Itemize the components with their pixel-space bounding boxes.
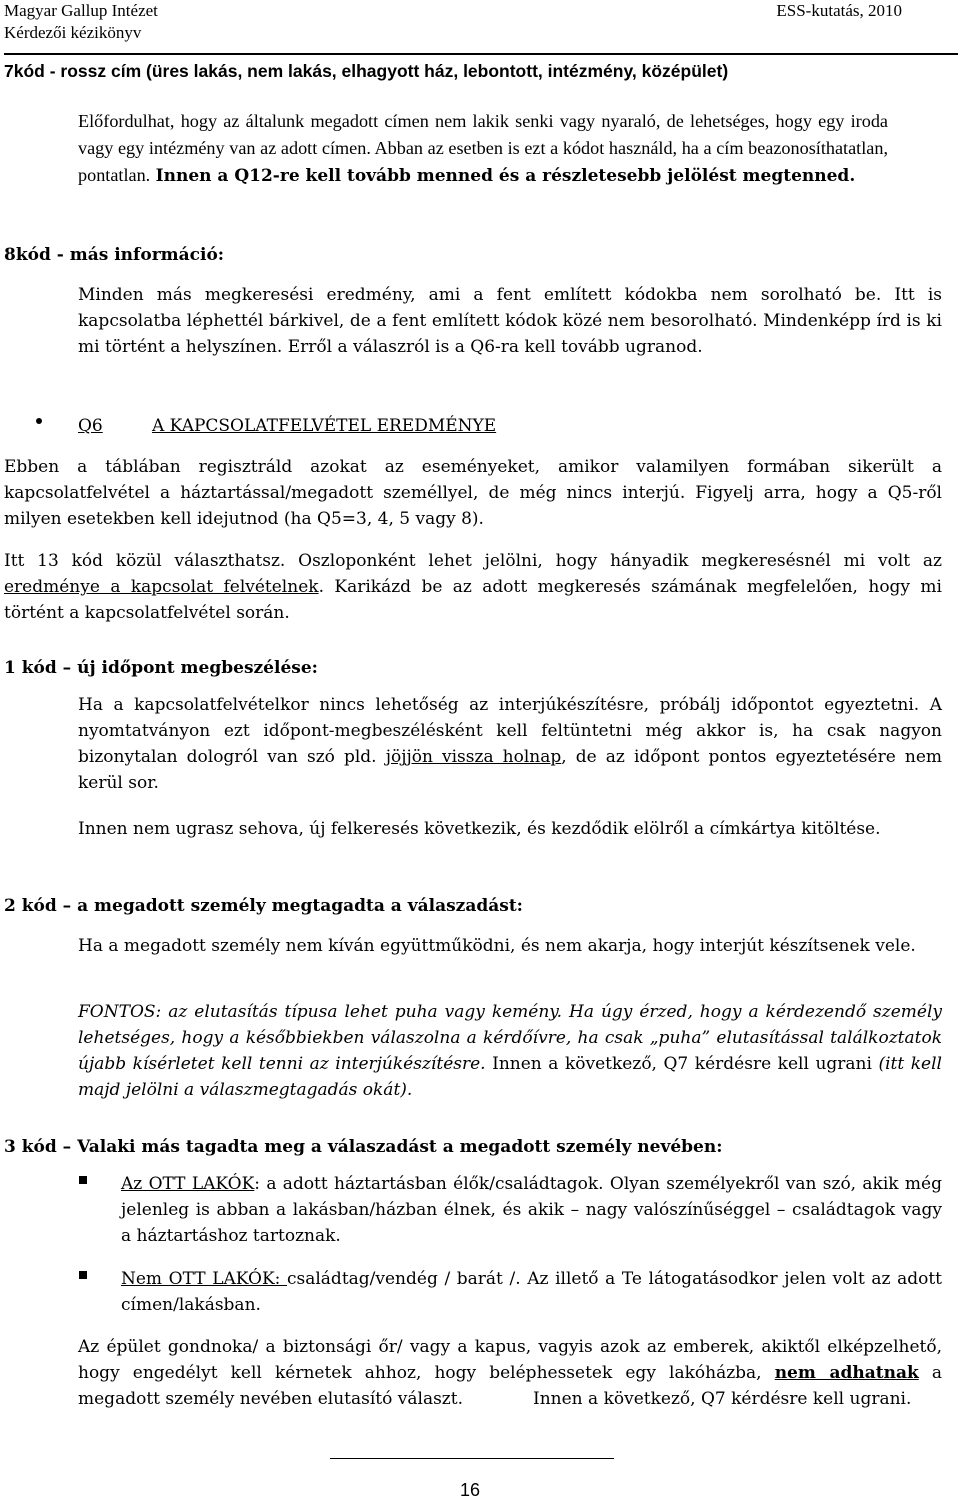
- code1-para2: Innen nem ugrasz sehova, új felkeresés következik, és kezdődik elölről a címkártya kitöltése.: [78, 819, 881, 839]
- header-rule: [4, 53, 958, 55]
- code3-item2: Nem OTT LAKÓK: családtag/vendég / barát /. Az illető a Te látogatásodkor jelen volt az adott címen/lakásban.: [121, 1269, 942, 1315]
- q6-title: A KAPCSOLATFELVÉTEL EREDMÉNYE: [152, 416, 497, 436]
- code7-text: [78, 108, 888, 189]
- bullet-dot: [36, 418, 42, 424]
- code3-title: 3 kód – Valaki más tagadta meg a válaszadást a megadott személy nevében:: [4, 1137, 723, 1157]
- page-header: [4, 0, 902, 44]
- code2-para1: Ha a megadott személy nem kíván együttműködni, és nem akarja, hogy interjút készítsenek vele.: [78, 936, 916, 956]
- code2-para2: FONTOS: az elutasítás típusa lehet puha vagy kemény. Ha úgy érzed, hogy a kérdezendő személy lehetséges, hogy a későbbiekben válaszolna a kérdőívre, ha csak „puha” elutasítással találkoztatok újabb kísérletet kell tenni az interjúkészítésre. Innen a következő, Q7 kérdésre kell ugrani (itt kell majd jelölni a válaszmegtagadás okát).: [78, 1002, 942, 1100]
- square-bullet-1: [79, 1176, 87, 1184]
- code1-title: 1 kód – új időpont megbeszélése:: [4, 658, 318, 678]
- code7-bold: Innen a Q12-re kell tovább menned és a részletesebb jelölést megtenned.: [155, 166, 856, 186]
- footer-rule: [330, 1458, 614, 1459]
- square-bullet-2: [79, 1271, 87, 1279]
- header-org: Magyar Gallup Intézet: [4, 1, 158, 20]
- q6-intro: Ebben a táblában regisztráld azokat az eseményeket, amikor valamilyen formában sikerült a kapcsolatfelvétel a háztartással/megadott személlyel, de még nincs interjú. Figyelj arra, hogy a Q5-ről milyen esetekben kell idejutnod (ha Q5=3, 4, 5 vagy 8).: [4, 457, 942, 529]
- code8-title: 8kód - más információ:: [4, 245, 225, 265]
- header-doc: Kérdezői kézikönyv: [4, 23, 142, 42]
- header-project: ESS-kutatás, 2010: [776, 1, 902, 20]
- q6-para2: Itt 13 kód közül választhatsz. Oszloponként lehet jelölni, hogy hányadik megkeresésnél mi volt az eredménye a kapcsolat felvételnek. Karikázd be az adott megkeresés számának megfelelően, hogy mi történt a kapcsolatfelvétel során.: [4, 551, 942, 623]
- code3-item1: Az OTT LAKÓK: a adott háztartásban élők/családtagok. Olyan személyekről van szó, akik még jelenleg is abban a lakásban/házban élnek, és akik – nagy valószínűséggel – családtagok vagy a háztartáshoz tartoznak.: [121, 1174, 942, 1246]
- code1-para1: Ha a kapcsolatfelvételkor nincs lehetőség az interjúkészítésre, próbálj időpontot egyeztetni. A nyomtatványon ezt időpont-megbeszélésként kell feltüntetni még akkor is, ha csak nagyon bizonytalan dologról van szó pld. jöjjön vissza holnap, de az időpont pontos egyeztetésére nem kerül sor.: [78, 695, 942, 793]
- q6-number: Q6: [78, 416, 103, 436]
- code7-title: 7kód - rossz cím (üres lakás, nem lakás, elhagyott ház, lebontott, intézmény, középület): [4, 61, 729, 81]
- page-number: 16: [459, 1480, 481, 1500]
- code8-text: Minden más megkeresési eredmény, ami a fent említett kódokba nem sorolható be. Itt is kapcsolatba léphettél bárkivel, de a fent említett kódok közé nem besorolható. Mindenképp írd is ki mi történt a helyszínen. Erről a válaszról is a Q6-ra kell tovább ugranod.: [78, 285, 942, 357]
- code2-title: 2 kód – a megadott személy megtagadta a válaszadást:: [4, 896, 523, 916]
- code7-body: Előfordulhat, hogy az általunk megadott címen nem lakik senki vagy nyaraló, de lehetséges, hogy egy iroda vagy egy intézmény van az adott címen. Abban az esetben is ezt a kódot használd, ha a cím beazonosíthatatlan, pontatlan.: [78, 111, 888, 185]
- code3-para: Az épület gondnoka/ a biztonsági őr/ vagy a kapus, vagyis azok az emberek, akiktől elképzelhető, hogy engedélyt kell kérnetek ahhoz, hogy beléphessetek egy lakóházba, nem adhatnak a megadott személy nevében elutasító választ. Innen a következő, Q7 kérdésre kell ugrani.: [78, 1337, 942, 1409]
